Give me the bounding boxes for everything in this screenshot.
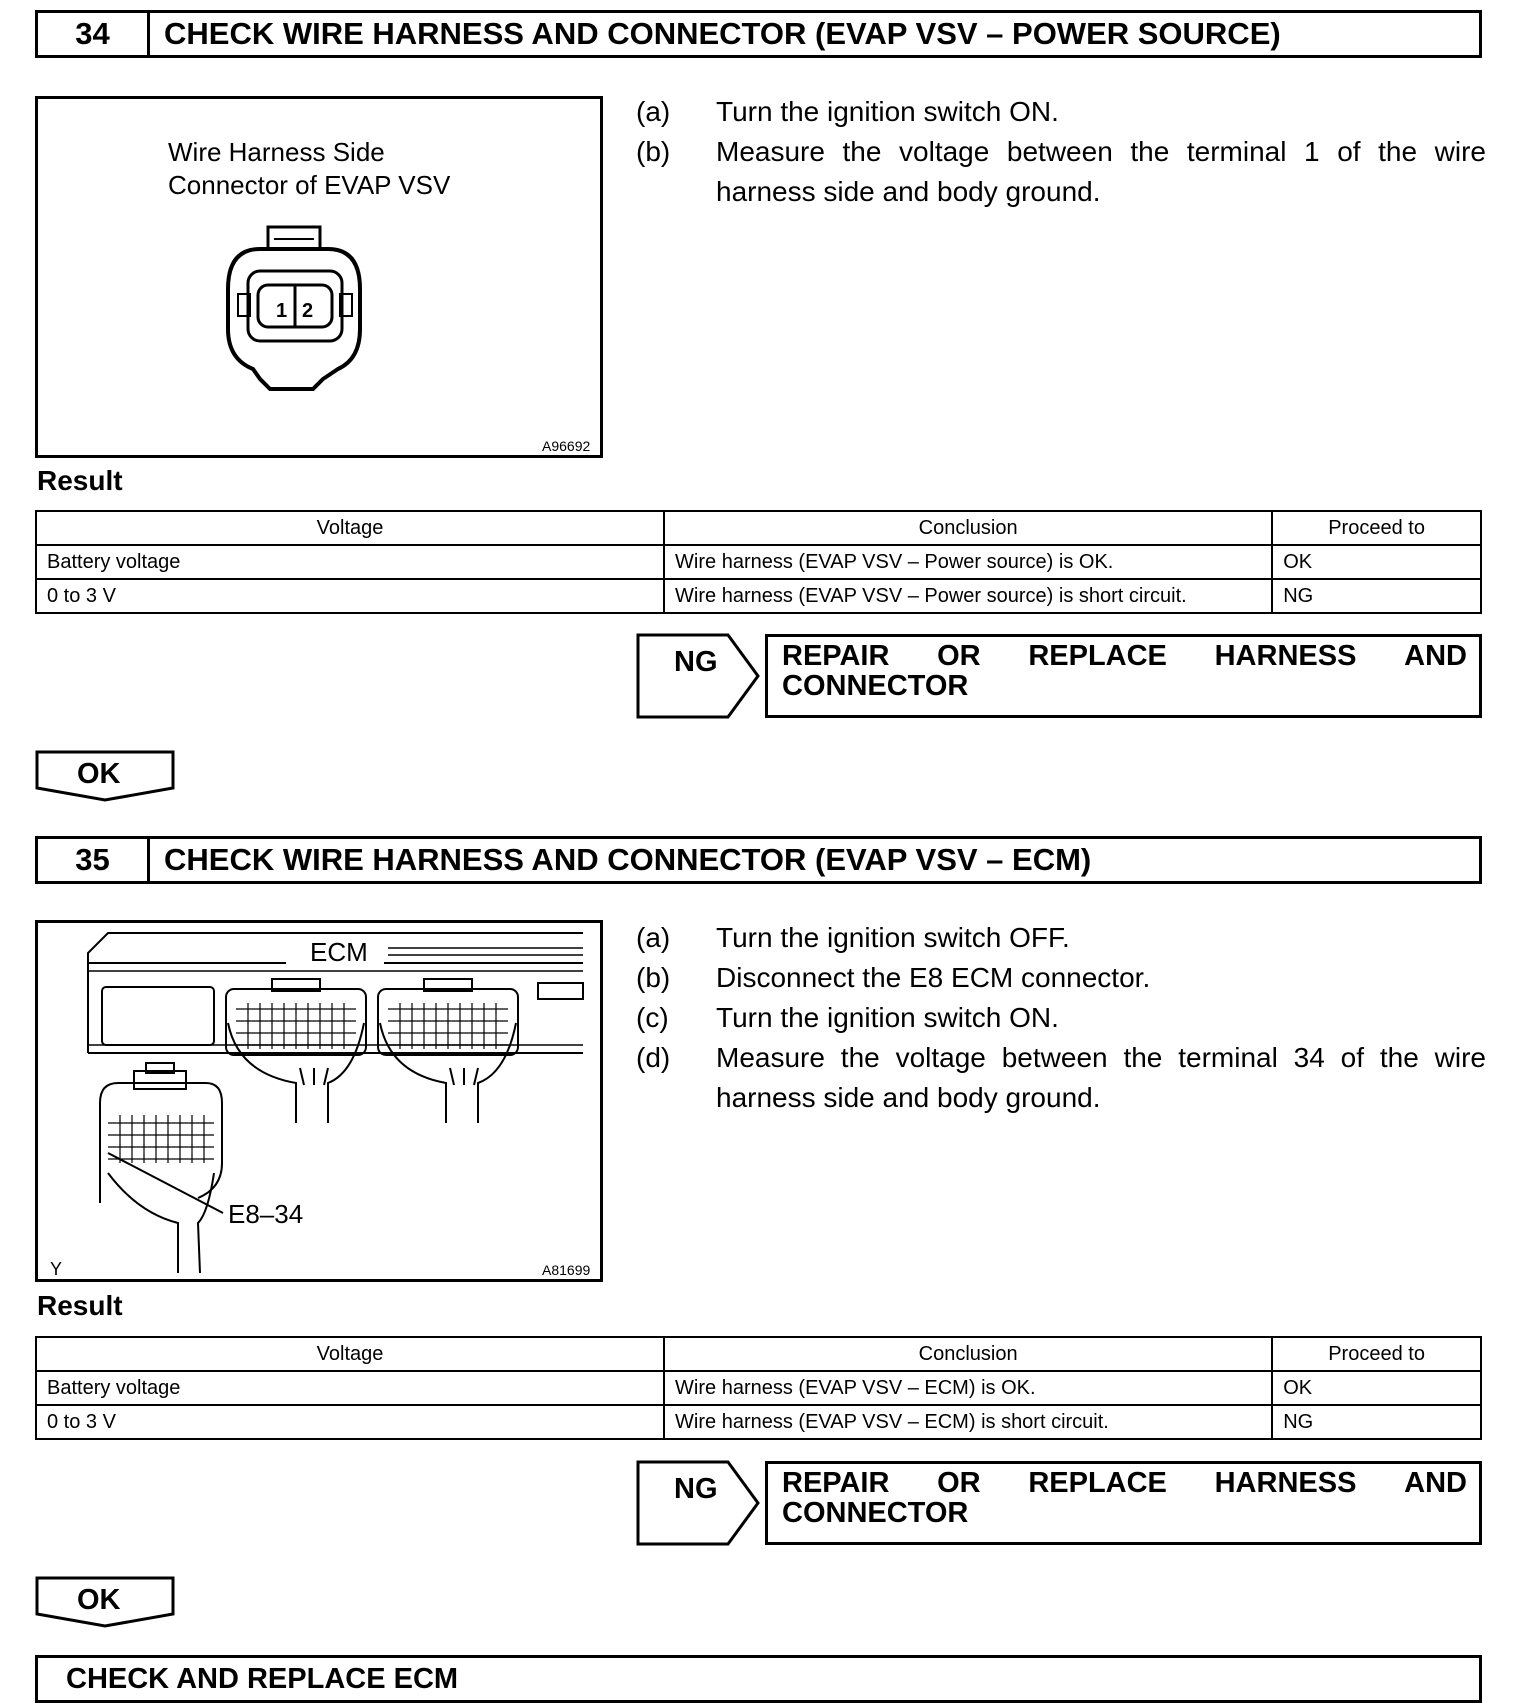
instruction-text: Turn the ignition switch ON. <box>716 96 1059 127</box>
ng-label: NG <box>674 646 718 678</box>
instruction-label: (c) <box>636 1002 669 1033</box>
ok-arrow <box>35 750 175 802</box>
ecm-label: ECM <box>310 937 368 967</box>
step-number: 34 <box>38 13 150 55</box>
terminal-2-label: 2 <box>302 300 314 322</box>
instruction-text: Measure the voltage between the terminal 1 of the wire harness side and body ground. <box>716 136 1486 207</box>
ng-action-line1: REPAIR OR REPLACE HARNESS AND <box>782 1467 1467 1499</box>
instruction-text: Turn the ignition switch OFF. <box>716 922 1070 953</box>
column-header: Proceed to <box>1272 1337 1481 1371</box>
instruction-label: (d) <box>636 1042 671 1073</box>
step-34-instructions <box>636 92 1486 212</box>
table-cell: 0 to 3 V <box>36 579 664 613</box>
instruction-item <box>636 132 1486 212</box>
e8-34-leader-line <box>108 1153 223 1213</box>
ng-action-line2: CONNECTOR <box>782 670 969 702</box>
final-action-box: CHECK AND REPLACE ECM <box>35 1655 1482 1703</box>
ng-arrow <box>636 1460 761 1546</box>
instruction-label: (a) <box>636 96 671 127</box>
result-heading: Result <box>37 1290 123 1321</box>
table-cell: Wire harness (EVAP VSV – Power source) is short circuit. <box>664 579 1272 613</box>
ng-action-box <box>765 634 1482 718</box>
table-cell: 0 to 3 V <box>36 1405 664 1439</box>
step-35-header <box>35 836 1482 884</box>
table-row <box>36 579 1481 613</box>
table-cell: OK <box>1272 545 1481 579</box>
column-header: Proceed to <box>1272 511 1481 545</box>
table-cell: Battery voltage <box>36 1371 664 1405</box>
ecm-connector-drawing <box>38 923 606 1285</box>
step-title: CHECK WIRE HARNESS AND CONNECTOR (EVAP VSV – POWER SOURCE) <box>164 16 1281 51</box>
evap-vsv-connector-drawing <box>38 99 606 461</box>
ng-arrow <box>636 633 761 719</box>
table-cell: NG <box>1272 1405 1481 1439</box>
ok-label: OK <box>77 758 121 790</box>
ng-action-box <box>765 1461 1482 1545</box>
table-row <box>36 1405 1481 1439</box>
column-header: Voltage <box>36 1337 664 1371</box>
instruction-text: Disconnect the E8 ECM connector. <box>716 962 1151 993</box>
instruction-label: (a) <box>636 922 671 953</box>
terminal-1-label: 1 <box>276 300 288 322</box>
instruction-item <box>636 998 1486 1038</box>
result-heading: Result <box>37 465 123 496</box>
table-cell: Wire harness (EVAP VSV – ECM) is OK. <box>664 1371 1272 1405</box>
table-cell: NG <box>1272 579 1481 613</box>
ng-label: NG <box>674 1473 718 1505</box>
ng-action-line1: REPAIR OR REPLACE HARNESS AND <box>782 640 1467 672</box>
table-header-row <box>36 511 1481 545</box>
figure-code: A96692 <box>542 438 591 454</box>
result-table <box>35 1336 1482 1440</box>
ok-arrow <box>35 1576 175 1628</box>
result-table <box>35 510 1482 614</box>
figure-label-line1: Wire Harness Side <box>168 137 385 167</box>
figure-corner-mark: Y <box>50 1259 63 1279</box>
table-header-row <box>36 1337 1481 1371</box>
instruction-text: Measure the voltage between the terminal 34 of the wire harness side and body ground. <box>716 1042 1486 1113</box>
instruction-label: (b) <box>636 962 671 993</box>
table-cell: OK <box>1272 1371 1481 1405</box>
table-cell: Battery voltage <box>36 545 664 579</box>
instruction-text: Turn the ignition switch ON. <box>716 1002 1059 1033</box>
table-cell: Wire harness (EVAP VSV – Power source) is OK. <box>664 545 1272 579</box>
ng-action-line2: CONNECTOR <box>782 1497 969 1529</box>
table-cell: Wire harness (EVAP VSV – ECM) is short circuit. <box>664 1405 1272 1439</box>
step-35-instructions <box>636 918 1486 1118</box>
table-row <box>36 1371 1481 1405</box>
figure-code: A81699 <box>542 1262 591 1278</box>
figure-label-line2: Connector of EVAP VSV <box>168 170 451 200</box>
step-number: 35 <box>38 839 150 881</box>
e8-connector <box>100 1063 222 1273</box>
step-title: CHECK WIRE HARNESS AND CONNECTOR (EVAP VSV – ECM) <box>164 842 1092 877</box>
column-header: Voltage <box>36 511 664 545</box>
instruction-item <box>636 92 1486 132</box>
ecm-figure <box>35 920 603 1282</box>
column-header: Conclusion <box>664 511 1272 545</box>
table-row <box>36 545 1481 579</box>
column-header: Conclusion <box>664 1337 1272 1371</box>
e8-34-pin-label: E8–34 <box>228 1199 304 1229</box>
instruction-label: (b) <box>636 136 671 167</box>
step-34-header <box>35 10 1482 58</box>
connector-figure <box>35 96 603 458</box>
instruction-item <box>636 918 1486 958</box>
ok-label: OK <box>77 1584 121 1616</box>
instruction-item <box>636 958 1486 998</box>
instruction-item <box>636 1038 1486 1118</box>
